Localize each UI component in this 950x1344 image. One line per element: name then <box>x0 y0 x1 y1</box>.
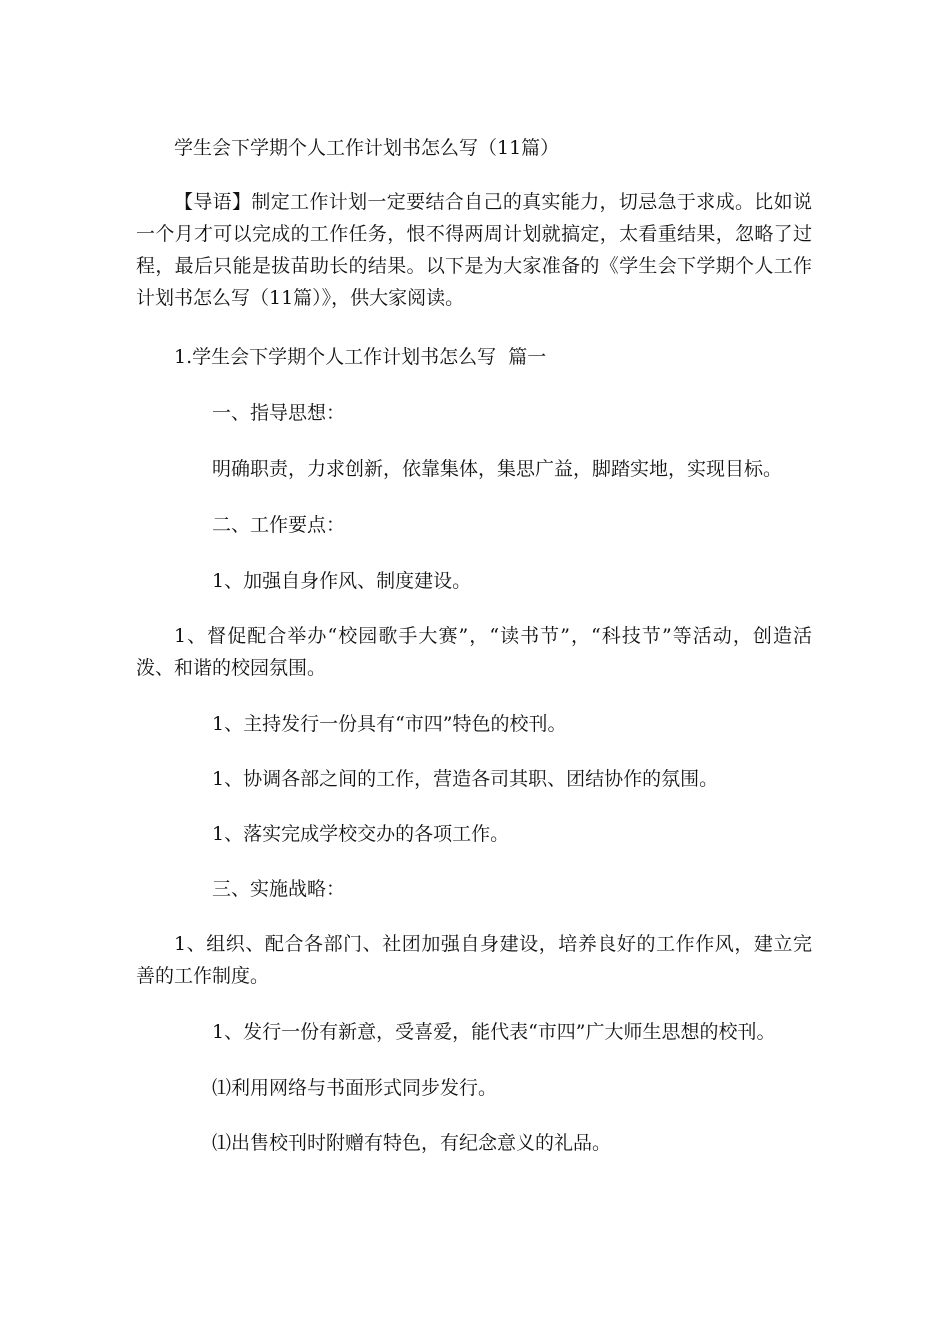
sub-item-1: ⑴利用网络与书面形式同步发行。 <box>212 1077 498 1099</box>
strategy-2: 1、发行一份有新意，受喜爱，能代表“市四”广大师生思想的校刊。 <box>212 1021 776 1043</box>
work-point-4: 1、协调各部之间的工作，营造各司其职、团结协作的氛围。 <box>212 768 719 790</box>
work-point-3: 1、主持发行一份具有“市四”特色的校刊。 <box>212 713 567 735</box>
work-point-2: 1、督促配合举办“校园歌手大赛”，“读书节”，“科技节”等活动，创造活泼、和谐的校园氛围。 <box>136 625 812 679</box>
document-title: 学生会下学期个人工作计划书怎么写（11篇） <box>174 137 560 159</box>
work-point-1: 1、加强自身作风、制度建设。 <box>212 570 472 592</box>
intro-paragraph <box>136 186 812 314</box>
section-heading: 1.学生会下学期个人工作计划书怎么写 篇一 <box>174 346 547 368</box>
guiding-ideology-text: 明确职责，力求创新，依靠集体，集思广益，脚踏实地，实现目标。 <box>212 458 783 480</box>
heading-strategy: 三、实施战略： <box>212 878 346 900</box>
work-point-5: 1、落实完成学校交办的各项工作。 <box>212 823 510 845</box>
intro-label: 【导语】 <box>174 191 252 213</box>
intro-text: 制定工作计划一定要结合自己的真实能力，切忌急于求成。比如说一个月才可以完成的工作任务，恨不得两周计划就搞定，太看重结果，忽略了过程，最后只能是拔苗助长的结果。以下是为大家准备的《学生会下学期个人工作计划书怎么写（11篇）》，供大家阅读。 <box>136 191 812 309</box>
heading-guiding-ideology: 一、指导思想： <box>212 402 346 424</box>
strategy-1: 1、组织、配合各部门、社团加强自身建设，培养良好的工作作风，建立完善的工作制度。 <box>136 933 812 987</box>
sub-item-2: ⑴出售校刊时附赠有特色，有纪念意义的礼品。 <box>212 1132 612 1154</box>
heading-work-points: 二、工作要点： <box>212 514 346 536</box>
